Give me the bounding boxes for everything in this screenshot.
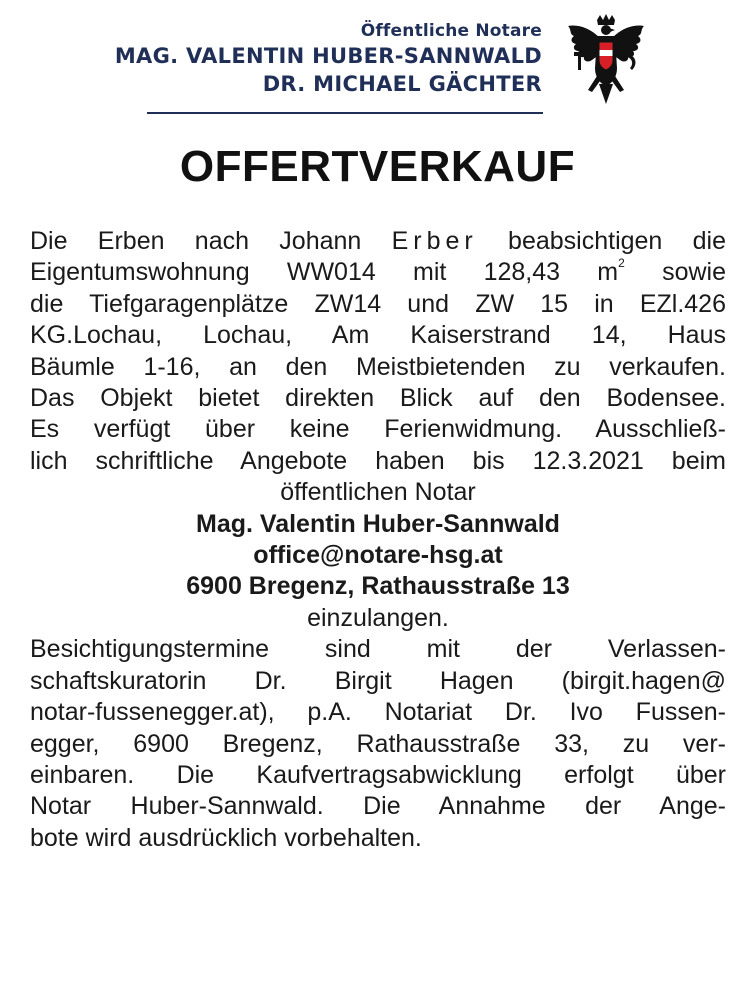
text-line: Bäumle 1-16, an den Meistbietenden zu verkaufen. bbox=[30, 352, 726, 381]
text-line: einbaren. Die Kaufvertragsabwicklung erfolgt über bbox=[30, 760, 726, 789]
text-line: bote wird ausdrücklich vorbehalten. bbox=[30, 823, 422, 852]
text-line: einzulangen. bbox=[307, 603, 449, 632]
letterhead bbox=[0, 0, 755, 120]
text-line: KG.Lochau, Lochau, Am Kaiserstrand 14, Haus bbox=[30, 321, 726, 350]
text-line: schaftskuratorin Dr. Birgit Hagen (birgit.hagen@ bbox=[30, 666, 726, 695]
text-line: Es verfügt über keine Ferienwidmung. Ausschließ- bbox=[30, 415, 726, 444]
text-line: Das Objekt bietet direkten Blick auf den Bodensee. bbox=[30, 384, 726, 413]
notary-name-1: MAG. VALENTIN HUBER-SANNWALD bbox=[114, 44, 542, 68]
deceased-name: Erber bbox=[391, 227, 478, 255]
text-line bbox=[30, 257, 726, 288]
notary-contact-name: Mag. Valentin Huber-Sannwald bbox=[196, 509, 560, 538]
notary-contact-email: office@notare-hsg.at bbox=[253, 541, 503, 570]
notary-firm bbox=[115, 20, 542, 98]
text-line: Notar Huber-Sannwald. Die Annahme der Ange- bbox=[30, 792, 726, 821]
text-line: notar-fussenegger.at), p.A. Notariat Dr. Ivo Fussen- bbox=[30, 698, 726, 727]
superscript: 2 bbox=[618, 256, 625, 271]
text-line: lich schriftliche Angebote haben bis 12.3.2021 beim bbox=[30, 446, 726, 475]
header-divider bbox=[147, 112, 543, 114]
text-span: Eigentumswohnung WW014 mit 128,43 m bbox=[30, 258, 619, 287]
text-span: Die Erben nach Johann bbox=[30, 227, 392, 255]
text-line: Besichtigungstermine sind mit der Verlassen- bbox=[30, 635, 726, 664]
text-span: sowie bbox=[624, 258, 726, 287]
firm-subtitle: Öffentliche Notare bbox=[360, 21, 542, 41]
page-title: OFFERTVERKAUF bbox=[179, 142, 576, 191]
text-span: beabsichtigen die bbox=[477, 227, 726, 255]
notary-contact-address: 6900 Bregenz, Rathausstraße 13 bbox=[186, 572, 570, 601]
text-line: egger, 6900 Bregenz, Rathausstraße 33, zu ver- bbox=[30, 729, 726, 758]
text-line bbox=[30, 226, 726, 257]
text-line: öffentlichen Notar bbox=[280, 478, 476, 507]
offer-text bbox=[30, 226, 726, 854]
notary-name-2: DR. MICHAEL GÄCHTER bbox=[262, 72, 542, 96]
text-line: die Tiefgaragenplätze ZW14 und ZW 15 in EZl.426 bbox=[30, 289, 726, 318]
austrian-eagle-icon bbox=[566, 14, 646, 106]
